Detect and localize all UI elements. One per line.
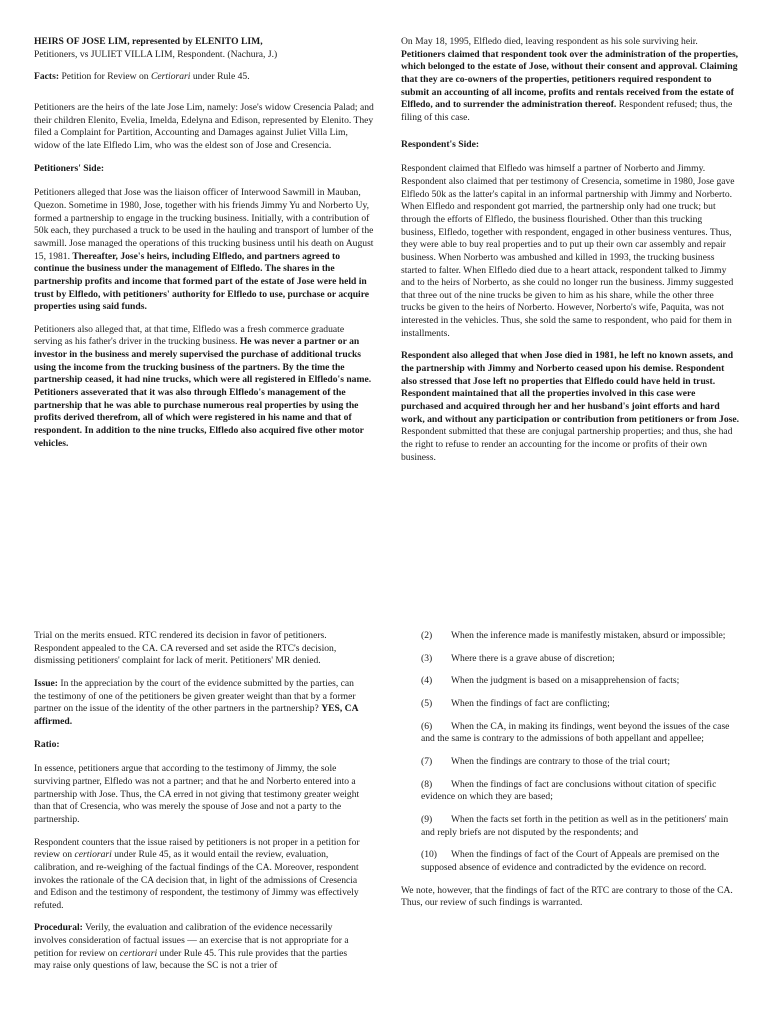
list-item <box>421 721 737 746</box>
list-item-text: When the CA, in making its findings, went beyond the issues of the case and the same is contrary to the admissions of both appellant and appellee; <box>421 720 730 745</box>
respondents-side-heading: Respondent's Side: <box>401 138 480 150</box>
petitioners-argument-paragraph: In essence, petitioners argue that according to the testimony of Jimmy, the sole surviving partner, Elfledo was not a partner; and that he and Norberto entered into a partnership with Jose. Thus, the CA erred in not giving that testimony greater weight than that of Cresencia, who was merely the spouse of Jose and not a party to the partnership. <box>34 763 360 825</box>
respondent-counter-paragraph: Respondent counters that the issue raised by petitioners is not proper in a petition for review on certiorari under Rule 45, as it would entail the review, evaluation, calibration, and re-weighing of the factual findings of the CA. Moreover, respondent invokes the rationale of the CA decision that, in light of the admissions of Cresencia and Edison and the testimony of respondent, the testimony of Jimmy was effectively refuted. <box>34 836 360 911</box>
issue-paragraph: Issue: In the appreciation by the court of the evidence submitted by the parties, can the testimony of one of the petitioners be given greater weight than that by a former partner on the issue of the identity of the other partners in the partnership? YES, CA affirmed. <box>34 677 358 727</box>
exceptions-list <box>401 630 737 875</box>
list-item-number: (2) <box>421 630 433 641</box>
bottom-right-column <box>401 630 737 920</box>
procedural-paragraph: Procedural: Verily, the evaluation and calibration of the evidence necessarily involves consideration of factual issues — an exercise that is not appropriate for a petition for review on certiorari under Rule 45. This rule provides that the parties may raise only questions of law, because the SC is not a trier of <box>34 922 349 972</box>
petitioners-elfledo-paragraph: Petitioners also alleged that, at that time, Elfledo was a fresh commerce graduate serving as his father's driver in the trucking business. He was never a partner or an investor in the business and merely supervised the purchase of additional trucks using the income from the trucking business of the partners. By the time the partnership ceased, it had nine trucks, which were all registered in Elfledo's name. Petitioners asseverated that it was also through Elfledo's management of the partnership that he was able to purchase numerous real properties by using the profits derived therefrom, all of which were registered in his name and that of respondent. In addition to the nine trucks, Elfledo also acquired five other motor vehicles. <box>34 323 372 449</box>
petitioners-side-heading: Petitioners' Side: <box>34 162 105 174</box>
list-item-number: (8) <box>421 778 433 790</box>
list-item <box>421 849 737 874</box>
issue-label: Issue: <box>34 677 58 689</box>
list-item-number: (7) <box>421 755 433 767</box>
issue-answer: YES, CA affirmed. <box>34 703 358 727</box>
list-item-number: (3) <box>421 652 433 664</box>
bottom-left-column <box>34 630 366 983</box>
list-item-number: (6) <box>421 720 433 732</box>
list-item <box>421 814 737 839</box>
list-item-text: Where there is a grave abuse of discretion; <box>451 652 615 664</box>
top-right-column <box>401 36 739 474</box>
list-item-text: When the findings are contrary to those of the trial court; <box>451 755 670 767</box>
list-item <box>421 698 737 711</box>
elfledo-death-paragraph: On May 18, 1995, Elfledo died, leaving respondent as his sole surviving heir. Petitioners claimed that respondent took over the administration of the properties, which belonged to the estate of Jose, without their consent and approval. Claiming that they are co-owners of the properties, petitioners required respondent to submit an accounting of all income, profits and rentals received from the estate of Elfledo, and to surrender the administration thereof. Respondent refused; thus, the filing of this case. <box>401 36 739 123</box>
list-item <box>421 779 737 804</box>
list-item-number: (5) <box>421 697 433 709</box>
case-caption <box>34 36 374 61</box>
procedural-label: Procedural: <box>34 922 83 934</box>
list-item-number: (9) <box>421 813 433 825</box>
list-item-text: When the findings of fact are conclusions without citation of specific evidence on which they are based; <box>421 778 717 803</box>
list-item-number: (10) <box>421 849 437 861</box>
facts-label: Facts: <box>34 71 60 83</box>
closing-paragraph: We note, however, that the findings of fact of the RTC are contrary to those of the CA. Thus, our review of such findings is warranted. <box>401 884 733 909</box>
list-item-text: When the inference made is manifestly mistaken, absurd or impossible; <box>451 630 726 641</box>
case-parties: Petitioners, vs JULIET VILLA LIM, Respondent. (Nachura, J.) <box>34 48 278 60</box>
list-item-text: When the judgment is based on a misapprehension of facts; <box>451 675 680 687</box>
list-item <box>421 675 737 688</box>
list-item-text: When the findings of fact are conflicting; <box>451 697 610 709</box>
list-item <box>421 756 737 769</box>
respondent-allegation-paragraph: Respondent also alleged that when Jose died in 1981, he left no known assets, and the partnership with Jimmy and Norberto ceased upon his demise. Respondent also stressed that Jose left no properties that Elfledo could have held in trust. Respondent maintained that all the properties involved in this case were purchased and acquired through her and her husband's joint efforts and hard work, and without any participation or contribution from petitioners or from Jose. Respondent submitted that these are conjugal partnership properties; and thus, she had the right to refuse to render an accounting for the income or profits of their own business. <box>401 350 740 463</box>
case-title: HEIRS OF JOSE LIM, represented by ELENITO LIM, <box>34 36 263 47</box>
ratio-heading: Ratio: <box>34 738 60 750</box>
list-item <box>421 630 737 643</box>
list-item <box>421 653 737 666</box>
petitioners-allegation-paragraph: Petitioners alleged that Jose was the liaison officer of Interwood Sawmill in Mauban, Quezon. Sometime in 1980, Jose, together with his friends Jimmy Yu and Norberto Uy, formed a partnership to engage in the trucking business. Initially, with a contribution of 50k each, they purchased a truck to be used in the hauling and transport of lumber of the sawmill. Jose managed the operations of this trucking business until his death on August 15, 1981. Thereafter, Jose's heirs, including Elfledo, and partners agreed to continue the business under the management of Elfledo. The shares in the partnership profits and income that formed part of the estate of Jose were held in trust by Elfledo, with petitioners' authority for Elfledo to use, purchase or acquire properties using said funds. <box>34 187 374 313</box>
list-item-text: When the facts set forth in the petition as well as in the petitioners' main and reply briefs are not disputed by the respondents; and <box>421 813 729 838</box>
petitioners-heirs-paragraph: Petitioners are the heirs of the late Jose Lim, namely: Jose's widow Cresencia Palad; and their children Elenito, Evelia, Imelda, Edelyna and Edison, represented by Elenito. They filed a Complaint for Partition, Accounting and Damages against Juliet Villa Lim, widow of the late Elfledo Lim, who was the eldest son of Jose and Cresencia. <box>34 101 374 151</box>
top-left-column <box>34 36 374 460</box>
respondent-claim-paragraph: Respondent claimed that Elfledo was himself a partner of Norberto and Jimmy. Respondent also claimed that per testimony of Cresencia, sometime in 1980, Jose gave Elfledo 50k as the latter's capital in an informal partnership with Jimmy and Norberto. When Elfledo and respondent got married, the partnership only had one truck; but through the efforts of Elfledo, the business flourished. Other than this trucking business, Elfledo, together with respondent, engaged in other business ventures. Thus, they were able to buy real properties and to put up their own car assembly and repair business. When Norberto was ambushed and killed in 1993, the trucking business started to falter. When Elfledo died due to a heart attack, respondent talked to Jimmy and to the heirs of Norberto, as she could no longer run the business. Jimmy suggested that three out of the nine trucks be given to him as his share, while the other three trucks be given to the heirs of Norberto. However, Norberto's wife, Paquita, was not interested in the vehicles. Thus, she sold the same to respondent, who paid for them in installments. <box>401 163 735 339</box>
trial-paragraph: Trial on the merits ensued. RTC rendered its decision in favor of petitioners. Respondent appealed to the CA. CA reversed and set aside the RTC's decision, dismissing petitioners' complaint for lack of merit. Petitioners' MR denied. <box>34 630 337 667</box>
list-item-number: (4) <box>421 675 433 687</box>
facts-paragraph: Facts: Petition for Review on Certiorari under Rule 45. <box>34 71 250 83</box>
list-item-text: When the findings of fact of the Court of Appeals are premised on the supposed absence of evidence and contradicted by the evidence on record. <box>421 849 720 873</box>
